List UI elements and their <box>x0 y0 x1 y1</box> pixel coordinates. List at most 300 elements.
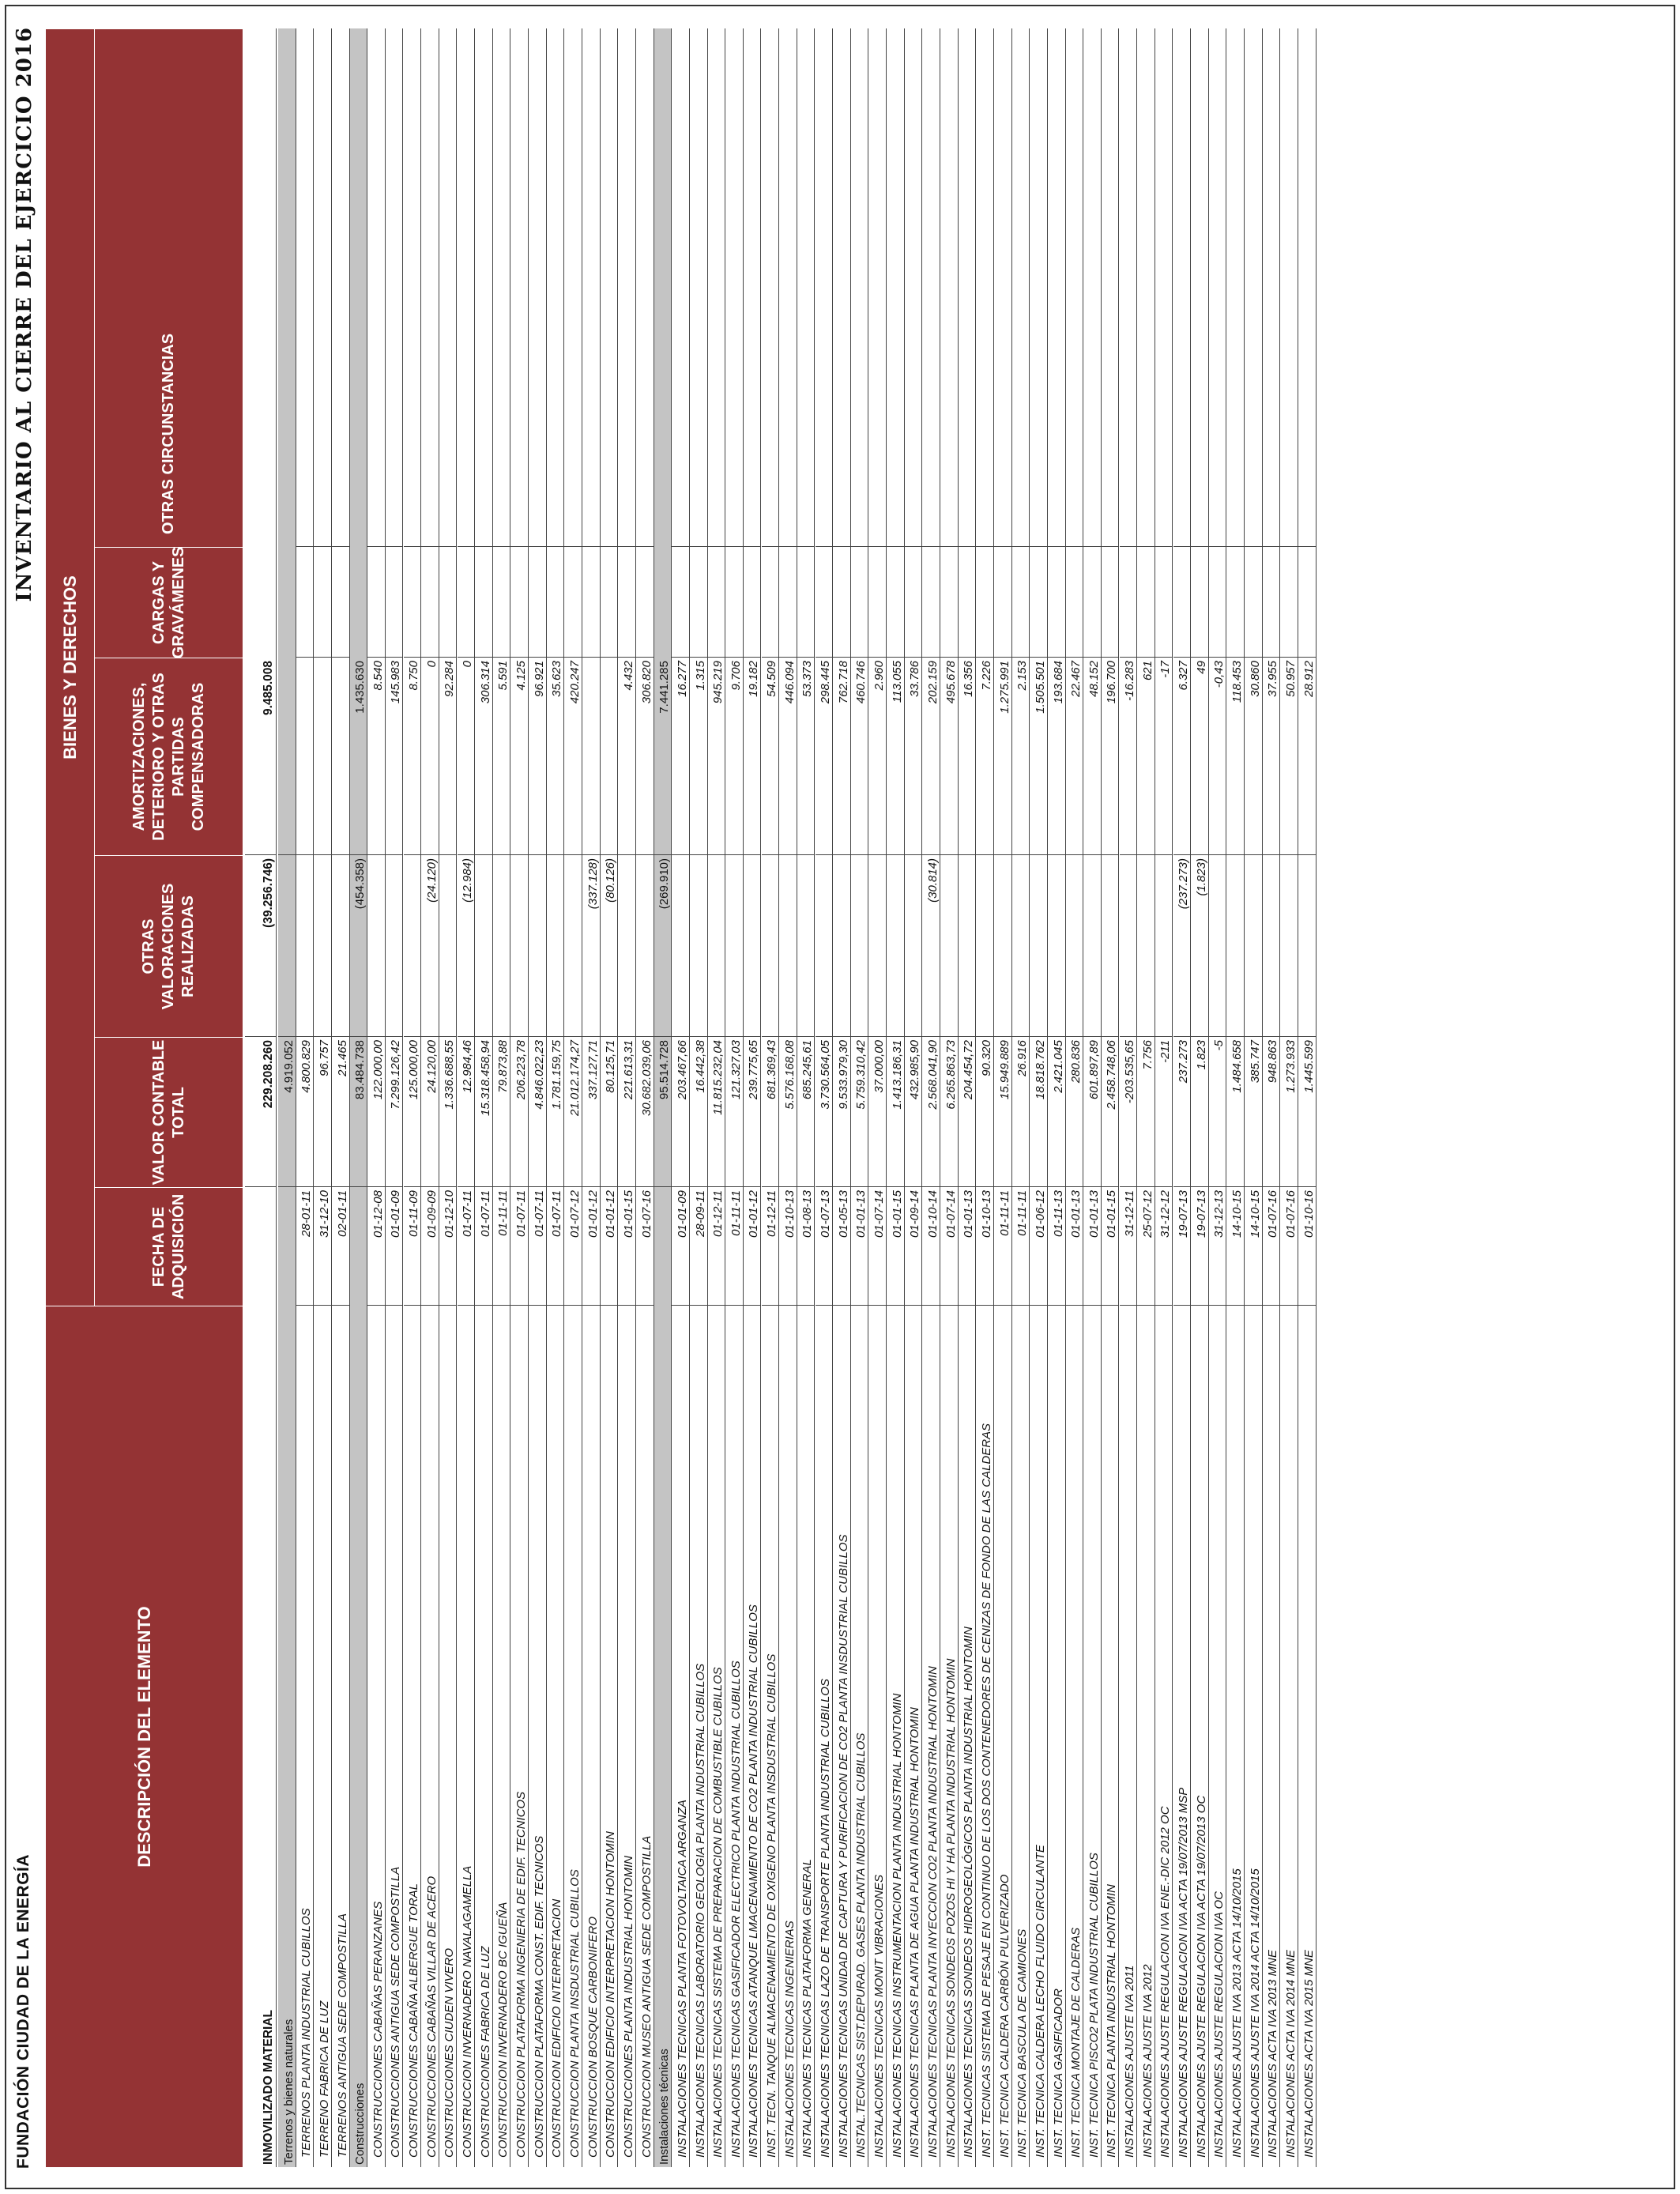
table-row <box>458 28 476 2167</box>
group-row <box>350 28 368 2167</box>
cell-valor: 280.836 <box>1066 1037 1083 1187</box>
cell-description: INST. TECNICA MONTAJE DE CALDERAS <box>1069 1927 1083 2158</box>
cell-cargas <box>350 547 367 658</box>
cell-otras-valoraciones: (454.358) <box>350 855 367 1037</box>
cell-description: INSTALACIONES TECNICAS UNIDAD DE CAPTURA Y PURIFICACION DE CO2 PLANTA INSDUSTRIAL CUBILLOS <box>836 1534 850 2158</box>
cell-fecha: 01-12-10 <box>439 1187 457 1306</box>
cell-description: INSTALACIONES AJUSTE REGULACION IVA ACTA 19/07/2013 OC <box>1194 1795 1208 2158</box>
cell-fecha: 02-01-11 <box>332 1187 349 1306</box>
cell-fecha: 01-07-11 <box>547 1187 564 1306</box>
cell-description: INSTALACIONES TECNICAS PLANTA FOTOVOLTAICA ARGANZA <box>675 1800 689 2158</box>
cell-cargas <box>458 547 475 658</box>
cell-otras-valoraciones <box>1012 855 1030 1037</box>
total-valor: 229.208.260 <box>245 1037 276 1187</box>
cell-description: INST. TECN. TANQUE ALMACENAMIENTO DE OXIGENO PLANTA INSDUSTRIAL CUBILLOS <box>765 1653 779 2158</box>
cell-cargas <box>1137 547 1155 658</box>
table-row <box>439 28 458 2167</box>
table-row <box>1155 28 1173 2167</box>
cell-otras-circunstancias <box>1226 357 1244 547</box>
cell-cargas <box>529 547 546 658</box>
cell-cargas <box>1030 547 1047 658</box>
cell-otras-valoraciones: (80.126) <box>601 855 618 1037</box>
cell-description: CONSTRUCCION PLATAFORMA INGENIERIA DE EDIF. TECNICOS <box>514 1791 529 2158</box>
cell-cargas <box>314 547 331 658</box>
cell-valor: 9.533.979,30 <box>833 1037 850 1187</box>
table-row <box>618 28 636 2167</box>
cell-otras-valoraciones <box>959 855 976 1037</box>
header-otras-circunstancias <box>95 28 243 547</box>
cell-fecha: 01-07-16 <box>1263 1187 1280 1306</box>
cell-description: INSTALACIONES TECNICAS ATANQUE LMACENAMIENTO DE CO2 PLANTA INDUSTRIAL CUBILLOS <box>747 1604 761 2158</box>
cell-fecha: 01-12-11 <box>708 1187 725 1306</box>
cell-description: INSTALACIONES TECNICAS SISTEMA DE PREPARACION DE COMBUSTIBLE CUBILLOS <box>711 1667 725 2158</box>
cell-otras-circunstancias <box>1245 357 1262 547</box>
cell-fecha: 01-01-13 <box>851 1187 868 1306</box>
cell-description: CONSTRUCCION MUSEO ANTIGUA SEDE COMPOSTILLA <box>639 1835 654 2158</box>
cell-cargas <box>367 547 385 658</box>
cell-fecha: 14-10-15 <box>1245 1187 1262 1306</box>
cell-amortizaciones: 28.912 <box>1298 658 1316 855</box>
cell-fecha: 19-07-13 <box>1191 1187 1208 1306</box>
cell-cargas <box>976 547 993 658</box>
cell-valor: 30.682.039,06 <box>636 1037 654 1187</box>
cell-cargas <box>439 547 457 658</box>
cell-amortizaciones: 53.373 <box>797 658 815 855</box>
cell-cargas <box>708 547 725 658</box>
rotated-page <box>6 6 1677 2191</box>
table-row <box>510 28 529 2167</box>
group-row <box>654 28 672 2167</box>
cell-description: CONSTRUCCIONES CIUDEN VIVERO <box>443 1947 457 2158</box>
cell-otras-circunstancias <box>654 357 672 547</box>
cell-otras-circunstancias <box>582 357 600 547</box>
cell-valor: 37.000,00 <box>868 1037 886 1187</box>
cell-otras-circunstancias <box>1102 357 1119 547</box>
cell-otras-valoraciones <box>510 855 528 1037</box>
cell-fecha: 01-01-15 <box>618 1187 635 1306</box>
cell-cargas <box>922 547 940 658</box>
cell-otras-circunstancias <box>493 357 510 547</box>
cell-fecha: 01-11-11 <box>1012 1187 1030 1306</box>
cell-amortizaciones: 762.718 <box>833 658 850 855</box>
cell-otras-valoraciones <box>976 855 993 1037</box>
cell-otras-valoraciones <box>367 855 385 1037</box>
cell-fecha: 01-01-09 <box>386 1187 403 1306</box>
cell-description: INSTALACIONES TECNICAS LAZO DE TRANSPORTE PLANTA INDUSTRIAL CUBILLOS <box>819 1679 833 2158</box>
cell-otras-circunstancias <box>564 357 582 547</box>
cell-otras-valoraciones <box>905 855 922 1037</box>
table-row <box>1191 28 1209 2167</box>
cell-fecha: 01-09-14 <box>905 1187 922 1306</box>
cell-fecha: 01-01-12 <box>601 1187 618 1306</box>
table-row <box>582 28 601 2167</box>
cell-fecha: 01-10-16 <box>1298 1187 1316 1306</box>
cell-cargas <box>797 547 815 658</box>
cell-otras-valoraciones <box>744 855 761 1037</box>
cell-otras-circunstancias <box>816 357 833 547</box>
cell-amortizaciones: -17 <box>1155 658 1173 855</box>
cell-fecha: 01-11-11 <box>994 1187 1011 1306</box>
cell-otras-valoraciones <box>779 855 797 1037</box>
cell-otras-circunstancias <box>475 357 492 547</box>
cell-valor: 1.273.933 <box>1280 1037 1298 1187</box>
header-description <box>46 1306 243 2167</box>
cell-otras-circunstancias <box>1298 357 1316 547</box>
cell-fecha: 01-01-12 <box>744 1187 761 1306</box>
cell-otras-valoraciones <box>386 855 403 1037</box>
cell-fecha: 01-01-12 <box>582 1187 600 1306</box>
cell-fecha: 01-07-14 <box>940 1187 958 1306</box>
cell-amortizaciones: 306.820 <box>636 658 654 855</box>
cell-otras-valoraciones <box>296 855 314 1037</box>
cell-otras-circunstancias <box>618 357 635 547</box>
cell-valor: 337.127,71 <box>582 1037 600 1187</box>
cell-otras-circunstancias <box>1173 357 1191 547</box>
cell-fecha: 01-05-13 <box>833 1187 850 1306</box>
cell-otras-valoraciones <box>708 855 725 1037</box>
cell-fecha: 01-01-09 <box>672 1187 689 1306</box>
cell-fecha: 01-10-14 <box>922 1187 940 1306</box>
cell-cargas <box>690 547 707 658</box>
cell-amortizaciones: 48.152 <box>1083 658 1101 855</box>
cell-fecha: 01-01-13 <box>1066 1187 1083 1306</box>
cell-otras-circunstancias <box>332 357 349 547</box>
cell-otras-valoraciones <box>672 855 689 1037</box>
cell-amortizaciones: 2.960 <box>868 658 886 855</box>
cell-valor: 1.336.688,55 <box>439 1037 457 1187</box>
table-row <box>797 28 816 2167</box>
cell-valor: 4.919.052 <box>278 1037 296 1187</box>
cell-cargas <box>1245 547 1262 658</box>
cell-otras-valoraciones <box>529 855 546 1037</box>
cell-cargas <box>475 547 492 658</box>
cell-otras-circunstancias <box>994 357 1011 547</box>
cell-fecha: 01-12-11 <box>762 1187 779 1306</box>
cell-description: INST. TECNICA CALDERA CARBÓN PULVERIZADO <box>997 1874 1011 2158</box>
cell-description: CONSTRUCCION EDIFICIO INTERPRETACION <box>550 1898 564 2158</box>
cell-valor: 7.299.126,42 <box>386 1037 403 1187</box>
cell-description: INST. TECNICA CALDERA LECHO FLUIDO CIRCULANTE <box>1033 1845 1047 2158</box>
cell-otras-circunstancias <box>708 357 725 547</box>
cell-otras-valoraciones <box>1245 855 1262 1037</box>
cell-amortizaciones: 16.356 <box>959 658 976 855</box>
cell-otras-circunstancias <box>386 357 403 547</box>
cell-amortizaciones <box>278 658 296 855</box>
cell-amortizaciones: 9.706 <box>725 658 743 855</box>
cell-otras-circunstancias <box>762 357 779 547</box>
table-row <box>636 28 654 2167</box>
cell-cargas <box>725 547 743 658</box>
cell-otras-circunstancias <box>959 357 976 547</box>
cell-amortizaciones: 193.684 <box>1048 658 1065 855</box>
cell-amortizaciones: 37.955 <box>1263 658 1280 855</box>
cell-cargas <box>1209 547 1226 658</box>
cell-amortizaciones <box>296 658 314 855</box>
cell-amortizaciones <box>601 658 618 855</box>
cell-amortizaciones: 1.275.991 <box>994 658 1011 855</box>
cell-amortizaciones: 420.247 <box>564 658 582 855</box>
cell-amortizaciones: 306.314 <box>475 658 492 855</box>
cell-fecha: 28-09-11 <box>690 1187 707 1306</box>
cell-otras-circunstancias <box>601 357 618 547</box>
cell-cargas <box>940 547 958 658</box>
cell-otras-circunstancias <box>278 357 296 547</box>
cell-description: INSTALACIONES AJUSTE REGULACION IVA ACTA 19/07/2013 MSP <box>1177 1787 1191 2158</box>
cell-description: INSTALACIONES AJUSTE REGULACION IVA ENE.-DIC 2012 OC <box>1158 1806 1173 2158</box>
cell-amortizaciones: 2.153 <box>1012 658 1030 855</box>
cell-description: INSTALACIONES TECNICAS INSTRUMENTACION PLANTA INDUSTRIAL HONTOMIN <box>890 1693 904 2158</box>
table-row <box>564 28 582 2167</box>
cell-otras-valoraciones <box>564 855 582 1037</box>
cell-amortizaciones: 945.219 <box>708 658 725 855</box>
cell-description: CONSTRUCCION EDIFICIO INTERPRETACION HONTOMIN <box>604 1831 618 2158</box>
cell-otras-circunstancias <box>1209 357 1226 547</box>
header-group-label: BIENES Y DERECHOS <box>59 575 80 760</box>
cell-amortizaciones: -16.283 <box>1120 658 1137 855</box>
cell-fecha: 01-08-13 <box>797 1187 815 1306</box>
cell-valor: -211 <box>1155 1037 1173 1187</box>
table-row <box>779 28 797 2167</box>
cell-cargas <box>564 547 582 658</box>
cell-description: INSTALACIONES TECNICAS SONDEOS HIDROGEOLÓGICOS PLANTA INDUSTRIAL HONTOMIN <box>962 1627 976 2158</box>
cell-description: INSTALACIONES TECNICAS PLANTA INYECCION CO2 PLANTA INDUSTRIAL HONTOMIN <box>925 1666 940 2158</box>
table-row <box>1030 28 1048 2167</box>
cell-cargas <box>1120 547 1137 658</box>
cell-cargas <box>332 547 349 658</box>
table-row <box>1173 28 1192 2167</box>
table-row <box>976 28 994 2167</box>
cell-cargas <box>868 547 886 658</box>
header-cargas-label: CARGAS Y GRAVÁMENES <box>149 546 187 659</box>
cell-otras-circunstancias <box>1066 357 1083 547</box>
cell-amortizaciones: 202.159 <box>922 658 940 855</box>
table-row <box>314 28 332 2167</box>
cell-description: CONSTRUCCION PLATAFORMA CONST. EDIF. TECNICOS <box>532 1835 546 2158</box>
cell-fecha: 01-07-11 <box>458 1187 475 1306</box>
cell-amortizaciones: 8.540 <box>367 658 385 855</box>
table-row <box>1209 28 1227 2167</box>
cell-otras-valoraciones <box>1102 855 1119 1037</box>
cell-valor: 681.369,43 <box>762 1037 779 1187</box>
cell-valor: 1.781.159,75 <box>547 1037 564 1187</box>
cell-valor: 95.514.728 <box>654 1037 672 1187</box>
cell-cargas <box>278 547 296 658</box>
cell-valor: 24.120,00 <box>421 1037 439 1187</box>
cell-otras-valoraciones <box>816 855 833 1037</box>
cell-fecha: 01-07-16 <box>636 1187 654 1306</box>
cell-amortizaciones: 54.509 <box>762 658 779 855</box>
cell-valor: 239.775,65 <box>744 1037 761 1187</box>
cell-cargas <box>779 547 797 658</box>
cell-otras-circunstancias <box>940 357 958 547</box>
cell-otras-circunstancias <box>1155 357 1173 547</box>
total-desc: INMOVILIZADO MATERIAL <box>262 2009 275 2165</box>
cell-valor: 79.873,88 <box>493 1037 510 1187</box>
cell-cargas <box>510 547 528 658</box>
cell-amortizaciones: 621 <box>1137 658 1155 855</box>
cell-otras-circunstancias <box>529 357 546 547</box>
table-row <box>672 28 690 2167</box>
cell-otras-valoraciones: (30.814) <box>922 855 940 1037</box>
cell-otras-valoraciones <box>1048 855 1065 1037</box>
cell-description: INSTALACIONES TECNICAS LABORATORIO GEOLOGIA PLANTA INDUSTRIAL CUBILLOS <box>693 1663 707 2158</box>
cell-fecha: 01-12-08 <box>367 1187 385 1306</box>
cell-fecha <box>654 1187 672 1306</box>
table-row <box>547 28 565 2167</box>
cell-description: CONSTRUCCION BOSQUE CARBONIFERO <box>586 1916 600 2158</box>
table-row <box>475 28 493 2167</box>
table-row <box>940 28 959 2167</box>
cell-fecha: 01-11-11 <box>493 1187 510 1306</box>
cell-cargas <box>547 547 564 658</box>
cell-amortizaciones: 92.284 <box>439 658 457 855</box>
organization-name: FUNDACIÓN CIUDAD DE LA ENERGÍA <box>14 1853 32 2169</box>
cell-otras-circunstancias <box>725 357 743 547</box>
cell-cargas <box>654 547 672 658</box>
cell-fecha: 14-10-15 <box>1226 1187 1244 1306</box>
cell-valor: 80.125,71 <box>601 1037 618 1187</box>
table-row <box>296 28 315 2167</box>
table-row <box>421 28 439 2167</box>
cell-otras-valoraciones <box>994 855 1011 1037</box>
header-otras-label: OTRAS VALORACIONES REALIZADAS <box>140 883 197 1010</box>
cell-otras-valoraciones <box>1298 855 1316 1037</box>
cell-otras-valoraciones <box>690 855 707 1037</box>
cell-otras-circunstancias <box>1191 357 1208 547</box>
cell-otras-circunstancias <box>672 357 689 547</box>
header-fecha-label: FECHA DE ADQUISICIÓN <box>149 1193 187 1300</box>
cell-otras-valoraciones <box>636 855 654 1037</box>
cell-cargas <box>816 547 833 658</box>
cell-otras-circunstancias <box>314 357 331 547</box>
cell-description: INST. TECNICAS SISTEMA DE PESAJE EN CONTINUO DE LOS DOS CONTENEDORES DE CENIZAS DE FONDO DE LAS CALDERAS <box>979 1423 993 2158</box>
header-group <box>46 28 95 1306</box>
cell-otras-circunstancias <box>905 357 922 547</box>
cell-description: INSTALACIONES TECNICAS MONIT VIBRACIONES <box>872 1874 887 2158</box>
total-amort: 9.485.008 <box>245 658 276 855</box>
cell-valor: 96.757 <box>314 1037 331 1187</box>
table-row <box>905 28 923 2167</box>
cell-cargas <box>636 547 654 658</box>
table-row <box>1083 28 1102 2167</box>
cell-valor: 21.465 <box>332 1037 349 1187</box>
total-row <box>245 28 277 2167</box>
cell-cargas <box>421 547 439 658</box>
cell-description: INST. TECNICA PLANTA INDUSTRIAL HONTOMIN <box>1105 1884 1119 2158</box>
cell-otras-circunstancias <box>296 357 314 547</box>
cell-description: INST. TECNICA GASIFICADOR <box>1051 1989 1065 2158</box>
header-fecha <box>95 1187 243 1306</box>
cell-fecha: 19-07-13 <box>1173 1187 1191 1306</box>
table-row <box>922 28 940 2167</box>
cell-fecha: 01-07-11 <box>529 1187 546 1306</box>
cell-description: TERRENO FABRICA DE LUZ <box>317 2000 331 2158</box>
cell-amortizaciones: 298.445 <box>816 658 833 855</box>
cell-valor: 221.613,31 <box>618 1037 635 1187</box>
cell-otras-valoraciones <box>887 855 904 1037</box>
cell-otras-circunstancias <box>439 357 457 547</box>
cell-otras-valoraciones: (1.823) <box>1191 855 1208 1037</box>
cell-otras-circunstancias <box>851 357 868 547</box>
table-row <box>1280 28 1298 2167</box>
cell-description: TERRENOS ANTIGUA SEDE COMPOSTILLA <box>335 1913 349 2158</box>
cell-otras-circunstancias <box>404 357 421 547</box>
cell-amortizaciones: 446.094 <box>779 658 797 855</box>
cell-amortizaciones: 113.055 <box>887 658 904 855</box>
cell-otras-valoraciones <box>762 855 779 1037</box>
cell-valor: 21.012.174,27 <box>564 1037 582 1187</box>
cell-amortizaciones: 33.786 <box>905 658 922 855</box>
table-row <box>1137 28 1155 2167</box>
cell-otras-valoraciones <box>851 855 868 1037</box>
cell-valor: 121.327,03 <box>725 1037 743 1187</box>
table-row <box>1298 28 1317 2167</box>
cell-otras-valoraciones <box>475 855 492 1037</box>
cell-otras-circunstancias <box>350 357 367 547</box>
cell-amortizaciones: 22.467 <box>1066 658 1083 855</box>
cell-otras-circunstancias <box>1263 357 1280 547</box>
cell-amortizaciones <box>582 658 600 855</box>
cell-amortizaciones: 196.700 <box>1102 658 1119 855</box>
total-fecha <box>245 1187 276 1306</box>
cell-cargas <box>601 547 618 658</box>
cell-valor: 11.815.232,04 <box>708 1037 725 1187</box>
header-cargas <box>95 547 243 658</box>
table-row <box>1048 28 1066 2167</box>
cell-valor: 15.318.458,94 <box>475 1037 492 1187</box>
cell-valor: 432.985,90 <box>905 1037 922 1187</box>
cell-amortizaciones: 1.315 <box>690 658 707 855</box>
table-row <box>833 28 851 2167</box>
cell-description: INSTALACIONES ACTA IVA 2015 MNE <box>1301 1950 1316 2158</box>
cell-valor: 2.568.041,90 <box>922 1037 940 1187</box>
cell-description: CONSTRUCCION INVERNADERO BC IGUEÑA <box>496 1902 510 2158</box>
cell-cargas <box>1263 547 1280 658</box>
cell-fecha: 01-10-13 <box>779 1187 797 1306</box>
table-row <box>816 28 834 2167</box>
cell-description: INSTALACIONES TECNICAS INGENIERIAS <box>782 1921 797 2158</box>
cell-otras-circunstancias <box>1280 357 1298 547</box>
header-valor-label: VALOR CONTABLE TOTAL <box>149 1039 187 1186</box>
page-frame <box>5 5 1675 2189</box>
cell-cargas <box>582 547 600 658</box>
cell-otras-valoraciones <box>618 855 635 1037</box>
cell-amortizaciones <box>314 658 331 855</box>
cell-cargas <box>404 547 421 658</box>
cell-otras-circunstancias <box>367 357 385 547</box>
cell-cargas <box>833 547 850 658</box>
cell-amortizaciones: 96.921 <box>529 658 546 855</box>
table-row <box>332 28 350 2167</box>
cell-description: Terrenos y bienes naturales <box>281 2019 296 2165</box>
cell-fecha: 01-07-12 <box>564 1187 582 1306</box>
cell-fecha: 01-01-13 <box>959 1187 976 1306</box>
cell-valor: 206.223,78 <box>510 1037 528 1187</box>
cell-otras-circunstancias <box>636 357 654 547</box>
header-amortizaciones <box>95 658 243 855</box>
cell-description: INSTALACIONES AJUSTE IVA 2013 ACTA 14/10/2015 <box>1230 1868 1245 2158</box>
table-row <box>851 28 869 2167</box>
cell-amortizaciones: 118.453 <box>1226 658 1244 855</box>
cell-cargas <box>296 547 314 658</box>
cell-fecha: 25-07-12 <box>1137 1187 1155 1306</box>
cell-description: INST. TECNICA BASCULA DE CAMIONES <box>1015 1928 1030 2158</box>
cell-cargas <box>1048 547 1065 658</box>
cell-valor: 2.458.748,06 <box>1102 1037 1119 1187</box>
table-row <box>708 28 726 2167</box>
cell-cargas <box>887 547 904 658</box>
cell-valor: 203.467,66 <box>672 1037 689 1187</box>
